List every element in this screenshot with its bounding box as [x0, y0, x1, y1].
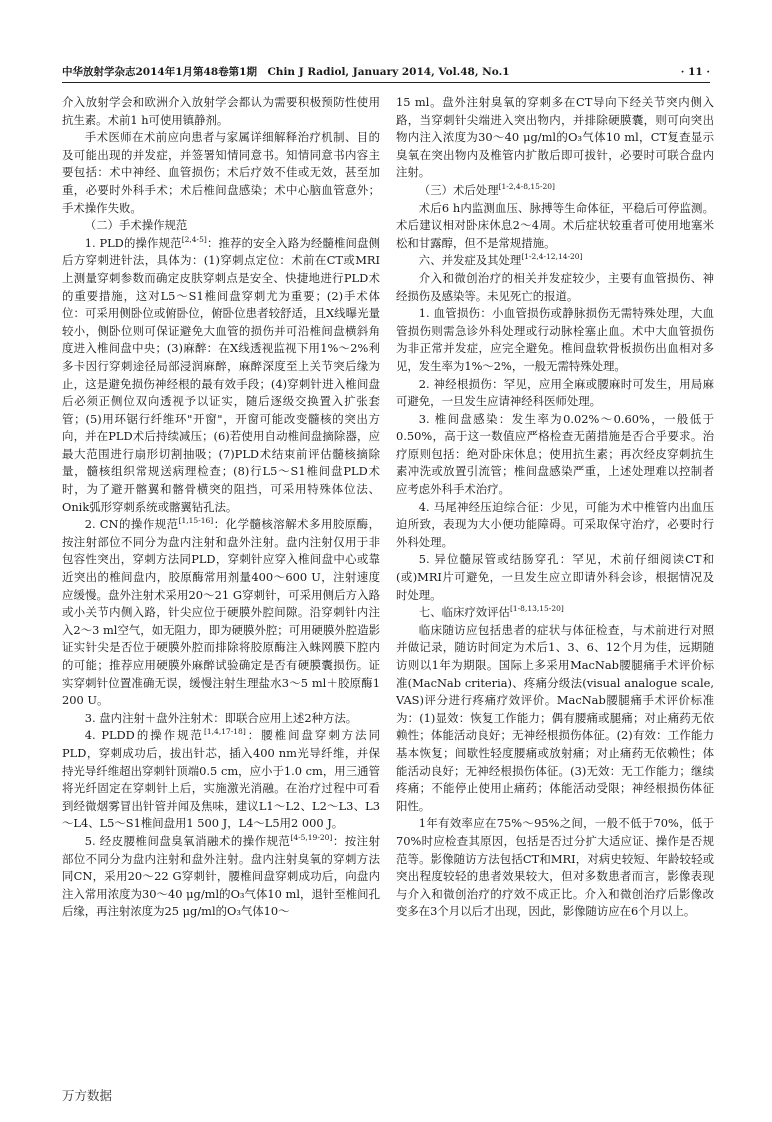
- citation-ref: [4-5,19-20]: [290, 832, 333, 842]
- paragraph: 介入和微创治疗的相关并发症较少，主要有血管损伤、神经损伤及感染等。未见死亡的报道。: [396, 270, 714, 303]
- running-header: [62, 62, 710, 83]
- citation-ref: [1-2,4-12,14-20]: [521, 252, 583, 262]
- left-column: [62, 94, 380, 1034]
- citation-ref: [1-2,4-8,15-20]: [498, 181, 555, 191]
- item-title: 2. CN的操作规范: [84, 517, 179, 532]
- item-title: 5. 经皮腰椎间盘臭氧消融术的操作规范: [84, 833, 291, 848]
- paragraph: 3. 盘内注射＋盘外注射术：即联合应用上述2种方法。: [84, 710, 358, 725]
- heading-text: （三）术后处理: [418, 182, 499, 197]
- paragraph: 3. 椎间盘感染：发生率为0.02%～0.60%，一般低于0.50%，高于这一数值应严格检查无菌措施是否合乎要求。治疗原则包括：绝对卧床休息；使用抗生素；再次经皮穿刺抗生素冲洗或放置引流管；椎间盘感染严重，上述处理难以控制者应考虑外科手术治疗。: [396, 411, 714, 497]
- item-body: ：化学髓核溶解术多用胶原酶，按注射部位不同分为盘内注射和盘外注射。盘内注射仅用于非包容性突出，穿刺方法同PLD，穿刺针应穿入椎间盘中心或靠近突出的椎间盘内，胶原酶常用剂量400～600 U，注射速度应缓慢。盘外注射术采用20～21 G穿刺针，可采用侧后方入路或小关节内侧入路，针尖应位于硬膜外腔间隙。沿穿刺针内注入2～3 ml空气，如无阻力，即为硬膜外腔；可用硬膜外腔造影证实针尖是否位于硬膜外腔而排除将胶原酶注入蛛网膜下腔内的可能；推荐应用硬膜外麻醉试验确定是否有硬膜囊损伤。证实穿刺针位置准确无误，缓慢注射生理盐水3～5 ml＋胶原酶1 200 U。: [62, 517, 380, 708]
- paragraph: 1年有效率应在75%～95%之间，一般不低于70%，低于70%时应检查其原因，包括是否过分扩大适应证、操作是否规范等。影像随访方法包括CT和MRI，对病史较短、年龄较轻或突出程度较轻的患者效果较大，但对多数患者而言，影像表现与介入和微创治疗的疗效不成正比。介入和微创治疗后影像改变多在3个月以后才出现，因此，影像随访应在6个月以上。: [396, 816, 714, 919]
- citation-ref: [1,4,17-18]: [203, 727, 246, 737]
- watermark: 万方数据: [62, 1088, 113, 1103]
- section-heading: （二）手术操作规范: [84, 218, 188, 233]
- paragraph: 4. 马尾神经压迫综合征：少见，可能为术中椎管内出血压迫所致，表现为大小便功能障碍。可采取保守治疗，必要时行外科处理。: [396, 499, 714, 549]
- citation-ref: [1-8,13,15-20]: [509, 604, 564, 614]
- paragraph: 介入放射学会和欧洲介入放射学会都认为需要积极预防性使用抗生素。术前1 h可使用镇静剂。: [62, 95, 380, 127]
- item-body: ：推荐的安全入路为经髓椎间盘侧后方穿刺进针法，具体为：(1)穿刺点定位：术前在CT或MRI上测量穿刺参数而确定皮肤穿刺点是安全、快捷地进行PLD术的重要措施，这对L5～S1椎间盘穿刺尤为重要；(2)手术体位：可采用侧卧位或俯卧位，俯卧位患者较舒适，且X线曝光量较小，侧卧位则可保证避免大血管的损伤并可沿椎间盘横斜角度进入椎间盘中央；(3)麻醉：在X线透视监视下用1%～2%利多卡因行穿刺途径局部浸润麻醉，麻醉深度至上关节突后缘为止，这是避免损伤神经根的最有效手段；(4)穿刺针进入椎间盘后必须正侧位双向透视予以证实，随后逐级交换置入扩张套管；(5)用环锯行纤维环"开窗"，开窗可能改变髓核的突出方向，并在PLD术后持续减压；(6)若使用自动椎间盘摘除器，应最大范围进行扇形切割抽吸；(7)PLD术结束前评估髓核摘除量，髓核组织常规送病理检查；(8)行L5～S1椎间盘PLD术时，为了避开髂翼和髂骨横突的阻挡，可采用特殊体位法、Onik弧形穿刺系统或髂翼钻孔法。: [62, 235, 380, 514]
- paragraph: 1. 血管损伤：小血管损伤或静脉损伤无需特殊处理，大血管损伤则需急诊外科处理或行动脉栓塞止血。术中大血管损伤为非正常并发症，应完全避免。椎间盘软骨板损伤出血相对多见，发生率为1%～2%，一般无需特殊处理。: [396, 306, 714, 373]
- right-column: [396, 94, 714, 1034]
- citation-ref: [2,4-5]: [181, 234, 207, 244]
- paragraph: 2. 神经根损伤：罕见，应用全麻或腰麻时可发生，用局麻可避免，一旦发生应请神经科医师处理。: [396, 376, 714, 409]
- heading-text: 六、并发症及其处理: [418, 253, 522, 268]
- paragraph: 15 ml。盘外注射臭氧的穿刺多在CT导向下经关节突内侧入路，当穿刺针尖端进入突出物内，并排除硬膜囊，则可向突出物内注入浓度为30～40 μg/ml的O₃气体10 ml，CT复查显示臭氧在突出物内及椎管内扩散后即可拔针，必要时可联合盘内注射。: [396, 95, 714, 180]
- paragraph: 术后6 h内监测血压、脉搏等生命体征，平稳后可停监测。术后建议相对卧床休息2～4周。术后症状较重者可使用地塞米松和甘露醇，但不是常规措施。: [396, 200, 714, 250]
- section-heading: [396, 182, 714, 200]
- item-body: ：按注射部位不同分为盘内注射和盘外注射。盘内注射臭氧的穿刺方法同CN，采用20～22 G穿刺针，腰椎间盘穿刺成功后，向盘内注入常用浓度为30～40 μg/ml的O₃气体10 ml，退针至椎间孔后缘，再注射浓度为25 μg/ml的O₃气体10～: [62, 833, 380, 919]
- item-title: 4. PLDD的操作规范: [84, 728, 204, 743]
- paragraph: [62, 235, 380, 517]
- paragraph: [62, 516, 380, 710]
- citation-ref: [1,15-16]: [178, 516, 214, 526]
- paragraph: [62, 833, 380, 921]
- paragraph: 手术医师在术前应向患者与家属详细解释治疗机制、目的及可能出现的并发症，并签署知情同意书。知情同意书内容主要包括：术中神经、血管损伤；术后疗效不佳或无效，甚至加重，必要时外科手术；术后椎间盘感染；术中心脑血管意外；手术操作失败。: [62, 130, 380, 215]
- paragraph: 5. 异位髓尿管或结肠穿孔：罕见，术前仔细阅读CT和(或)MRI片可避免，一旦发生应立即请外科会诊，根据情况及时处理。: [396, 552, 714, 602]
- journal-citation: 中华放射学杂志2014年1月第48卷第1期 Chin J Radiol, January 2014, Vol.48, No.1: [62, 66, 510, 78]
- paragraph: [62, 727, 380, 833]
- page-number: · 11 ·: [680, 66, 710, 78]
- section-heading: [396, 252, 714, 270]
- item-body: ：腰椎间盘穿刺方法同PLD，穿刺成功后，拔出针芯，插入400 nm光导纤维，并保持光导纤维超出穿刺针顶端0.5 cm，应小于1.0 cm，用三通管将光纤固定在穿刺针上后，实施激光消融。在治疗过程中可看到经微烟雾冒出针管并闻及焦味，建议L1～L2、L2～L3、L3～L4、L5～S1椎间盘用1 500 J，L4～L5用2 000 J。: [62, 728, 380, 831]
- section-heading: [396, 604, 714, 622]
- item-title: 1. PLD的操作规范: [84, 235, 182, 250]
- heading-text: 七、临床疗效评估: [418, 605, 510, 620]
- paragraph: 临床随访应包括患者的症状与体征检查，与术前进行对照并做记录，随访时间定为术后1、3、6、12个月为佳，远期随访则以1年为期限。国际上多采用MacNab腰腿痛手术评价标准(MacNab criteria)、疼痛分级法(visual analogue scale, VAS)评分进行疼痛疗效评价。MacNab腰腿痛手术评价标准为：(1)显效：恢复工作能力；偶有腰痛或腿痛；对止痛药无依赖性；体能活动良好；无神经根损伤体征。(2)有效：工作能力基本恢复；间歇性轻度腰痛或放射痛；对止痛药无依赖性；体能活动良好；无神经根损伤体征。(3)无效：无工作能力；继续疼痛；不能停止使用止痛药；体能活动受限；神经根损伤体征阳性。: [396, 622, 714, 813]
